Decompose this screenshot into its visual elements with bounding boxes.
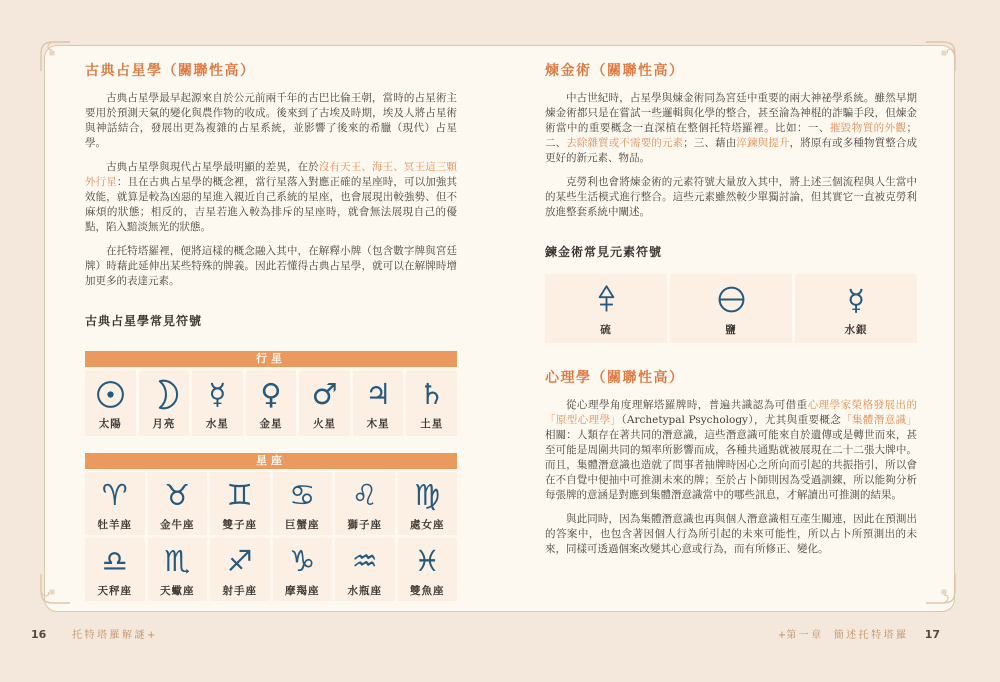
symbol-cell — [148, 472, 208, 535]
symbol-glyph: ♐ — [226, 543, 253, 578]
symbol-glyph: ♒ — [351, 543, 378, 578]
right-page-footer — [778, 626, 940, 640]
paragraph — [545, 91, 917, 166]
symbol-icon — [352, 542, 378, 580]
body-text: 古典占星學最早起源來自於公元前兩千年的古巴比倫王朝，當時的占星術主要用於預測天氣的變化與農作物的收成。後來到了古埃及時期，埃及人將占星術與神話結合，發展出更為複雜的占星系統，並影響了後來的希臘（現代）占星學。 — [85, 92, 457, 149]
body-text: 中古世紀時，占星學與煉金術同為宮廷中重要的兩大神祕學系統。雖然早期煉金術都只是在嘗試一些邏輯與化學的整合，甚至淪為神棍的詐騙手段，但煉金術當中的重要概念一直深植在整個托特塔羅裡。比如：一、 — [545, 92, 917, 134]
body-text: ：且在古典占星學的概念裡，當行星落入對應正確的星座時，可以加強其效能，就算是較為凶惡的星進入親近自己系統的星座，也會展現出較強勢、但不麻煩的狀態；相反的，吉星若進入較為排斥的星座時，就會無法展現自己的優點，陷入黯淡無光的狀態。 — [85, 176, 458, 233]
zodiac-table — [85, 453, 457, 601]
planets-table-header: 行星 — [85, 351, 457, 367]
symbol-glyph: ♀ — [260, 377, 282, 411]
symbol-label: 牡羊座 — [97, 518, 132, 531]
body-text: 從心理學角度理解塔羅牌時，普遍共識認為可借重 — [566, 399, 808, 411]
sulfur-icon — [590, 281, 623, 319]
symbol-icon — [209, 375, 227, 413]
symbol-glyph: ♌ — [351, 477, 378, 512]
symbol-label: 月亮 — [152, 418, 176, 430]
symbol-label: 火星 — [313, 418, 337, 430]
symbol-icon — [352, 476, 378, 514]
paragraph — [545, 512, 917, 557]
symbol-glyph: ♓ — [414, 543, 441, 578]
symbol-glyph: ♉ — [164, 477, 191, 512]
body-text: ；三、藉由 — [683, 137, 737, 149]
corner-ornament-icon — [36, 574, 70, 608]
symbol-cell — [670, 274, 792, 343]
symbol-label: 水星 — [205, 418, 229, 430]
symbol-icon — [102, 476, 128, 514]
symbol-icon — [312, 375, 338, 413]
psychology-paragraphs — [545, 398, 917, 557]
symbol-icon — [365, 375, 391, 413]
symbol-glyph: ♊ — [226, 477, 253, 512]
body-text: 與此同時，因為集體潛意識也再與個人潛意識相互產生關連，因此在預測出的答案中，也包含著因個人行為所引起的未來可能性，所以占卜所預測出的未來，同樣可透過個案改變其心意或行為，而有所修正、變化。 — [545, 513, 917, 555]
symbol-cell — [246, 370, 297, 436]
highlighted-text: 摧毀物質的外觀 — [829, 122, 907, 134]
corner-ornament-icon — [36, 37, 70, 71]
symbol-glyph: ♋ — [289, 477, 316, 512]
symbol-glyph: ♂ — [311, 377, 338, 411]
highlighted-text: 淬鍊與提升 — [736, 137, 790, 149]
symbol-icon — [419, 375, 445, 413]
body-text: 古典占星學與現代占星學最明顯的差異，在於 — [106, 161, 319, 173]
symbol-glyph: ♏ — [164, 543, 191, 578]
symbol-label: 鹽 — [725, 323, 737, 336]
paragraph — [85, 160, 457, 235]
symbol-cell — [299, 370, 350, 436]
body-text: 在托特塔羅裡，便將這樣的概念融入其中，在解釋小牌（包含數字牌與宮廷牌）時藉此延伸出某些特殊的牌義。因此若懂得古典占星學，就可以在解牌時增加更多的表達元素。 — [85, 245, 457, 287]
symbol-label: 天蠍座 — [160, 584, 195, 597]
paragraph — [85, 91, 457, 151]
astrology-paragraphs — [85, 91, 457, 289]
paragraph — [545, 398, 917, 503]
symbol-label: 射手座 — [222, 584, 257, 597]
symbol-glyph: ♑ — [289, 543, 316, 578]
salt-icon — [715, 281, 748, 319]
sun-icon — [94, 375, 127, 413]
symbol-label: 金牛座 — [160, 518, 195, 531]
symbol-cell — [398, 538, 458, 601]
symbol-label: 木星 — [366, 418, 390, 430]
symbol-cell — [210, 472, 270, 535]
zodiac-grid — [85, 472, 457, 601]
body-text: ；二、 — [545, 122, 918, 149]
symbol-cell — [795, 274, 917, 343]
symbol-glyph: ♄ — [418, 377, 445, 411]
left-page-footer — [31, 626, 155, 640]
right-page-number: 17 — [924, 628, 940, 641]
symbol-cell — [398, 472, 458, 535]
symbol-cell — [353, 370, 404, 436]
zodiac-table-header: 星座 — [85, 453, 457, 469]
symbol-icon — [164, 542, 190, 580]
symbol-label: 硫 — [600, 323, 612, 336]
symbol-label: 巨蟹座 — [285, 518, 320, 531]
symbol-icon — [260, 375, 281, 413]
corner-ornament-icon — [926, 37, 960, 71]
book-title: 托特塔羅解謎 — [72, 630, 147, 641]
highlighted-text: 去除雜質或不需要的元素 — [566, 137, 684, 149]
symbol-glyph: ☿ — [847, 282, 865, 317]
planets-grid — [85, 370, 457, 436]
symbol-label: 天秤座 — [97, 584, 132, 597]
right-page — [545, 62, 917, 566]
symbol-glyph: ♎ — [101, 543, 128, 578]
symbol-glyph: ☿ — [208, 377, 227, 411]
symbol-label: 土星 — [420, 418, 444, 430]
symbol-label: 獅子座 — [347, 518, 382, 531]
symbol-label: 水瓶座 — [347, 584, 382, 597]
symbol-label: 金星 — [259, 418, 283, 430]
symbol-cell — [85, 538, 145, 601]
symbol-label: 摩羯座 — [285, 584, 320, 597]
symbol-icon — [414, 476, 440, 514]
moon-icon — [147, 375, 180, 413]
heading-alchemy: 煉金術（關聯性高） — [545, 63, 685, 79]
symbol-cell — [148, 538, 208, 601]
symbol-label: 雙子座 — [222, 518, 257, 531]
symbol-icon — [847, 281, 865, 319]
body-text: 克勞利也會將煉金術的元素符號大量放入其中，將上述三個流程與人生當中的某些生活模式進行整合。這些元素雖然較少單獨討論，但其實它一直被克勞利放進整套系統中闡述。 — [545, 176, 917, 218]
symbol-label: 太陽 — [98, 418, 122, 430]
chapter-title: 簡述托特塔羅 — [833, 630, 909, 641]
body-text: 相關：人類存在著共同的潛意識，這些潛意識可能來自於遺傳或是轉世而來，甚至可能是周圍共同的頻率所影響而成，各種共通點就被展現在二十二張大牌中。而且，集體潛意識也造就了問事者抽牌時因心之所向而引起的共振指引，所以會在不自覺中便抽中可推測未來的牌；至於占卜師則因為受過訓練，所以能夠分析每張牌的意涵是對應到集體潛意識當中的哪些訊息，才解讀出可推測的結果。 — [545, 429, 917, 501]
symbol-icon — [414, 542, 440, 580]
symbol-label: 處女座 — [410, 518, 445, 531]
body-text: ，將原有或多種物質整合成更好的新元素、物品。 — [545, 137, 918, 164]
symbol-cell — [139, 370, 190, 436]
symbol-cell — [85, 370, 136, 436]
highlighted-text: 「集體潛意識」 — [841, 414, 917, 426]
subheading-astrology-symbols: 古典占星學常見符號 — [85, 314, 203, 328]
paragraph — [85, 244, 457, 289]
symbol-label: 水銀 — [844, 323, 868, 336]
highlighted-text: 心理學家榮格發展出的「原型心理學」 — [545, 399, 918, 426]
symbol-icon — [164, 476, 190, 514]
chapter-number: 第一章 — [786, 630, 824, 641]
alchemy-elements-grid — [545, 274, 917, 343]
heading-psychology: 心理學（關聯性高） — [545, 370, 685, 386]
symbol-cell — [273, 538, 333, 601]
symbol-icon — [227, 542, 253, 580]
symbol-glyph: ♍ — [414, 477, 441, 512]
paragraph — [545, 175, 917, 220]
planets-table — [85, 351, 457, 436]
left-page-number: 16 — [31, 628, 47, 641]
body-text: （Archetypal Psychology），尤其與重要概念 — [621, 414, 842, 426]
symbol-cell — [545, 274, 667, 343]
symbol-cell — [273, 472, 333, 535]
symbol-glyph: ♃ — [365, 377, 392, 411]
symbol-glyph: ♈ — [101, 477, 128, 512]
left-page — [85, 62, 457, 601]
symbol-icon — [289, 542, 315, 580]
symbol-cell — [210, 538, 270, 601]
symbol-cell — [335, 538, 395, 601]
alchemy-elements-table — [545, 274, 917, 343]
symbol-cell — [85, 472, 145, 535]
corner-ornament-icon — [926, 574, 960, 608]
footer-star-icon: + — [777, 630, 787, 641]
heading-classical-astrology: 古典占星學（關聯性高） — [85, 63, 256, 79]
alchemy-paragraphs — [545, 91, 917, 220]
footer-star-icon: + — [147, 630, 156, 641]
subheading-alchemy-elements: 鍊金術常見元素符號 — [545, 245, 663, 259]
symbol-label: 雙魚座 — [410, 584, 445, 597]
symbol-icon — [227, 476, 253, 514]
highlighted-text: 沒有天王、海王、冥王這三顆外行星 — [85, 161, 457, 188]
symbol-icon — [102, 542, 128, 580]
symbol-cell — [192, 370, 243, 436]
symbol-cell — [406, 370, 457, 436]
symbol-cell — [335, 472, 395, 535]
symbol-icon — [289, 476, 315, 514]
